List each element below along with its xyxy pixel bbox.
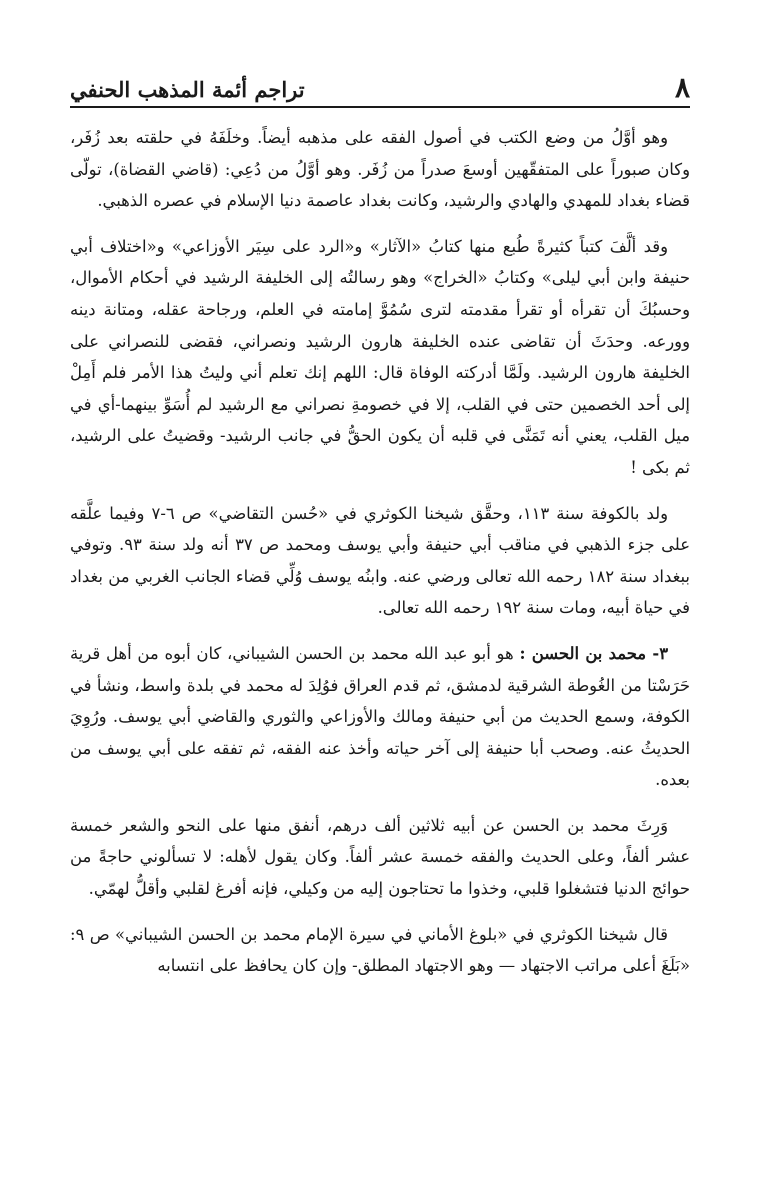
paragraph-3 xyxy=(70,498,690,624)
running-header xyxy=(70,62,690,106)
page-number: ٨ xyxy=(674,71,690,104)
paragraph-text: ولد بالكوفة سنة ١١٣، وحقَّق شيخنا الكوثري في «حُسن التقاضي» ص ٦-٧ وفيما علَّقه على جزء الذهبي في مناقب أبي حنيفة وأبي يوسف ومحمد ص ٣٧ أنه ولد سنة ٩٣. وتوفي ببغداد سنة ١٨٢ رحمه الله تعالى ورضي عنه. وابنُه يوسف وُلِّي قضاء الجانب الغربي من بغداد في حياة أبيه، ومات سنة ١٩٢ رحمه الله تعالى. xyxy=(70,503,690,618)
paragraph-6 xyxy=(70,919,690,982)
paragraph-text: وقد ألَّفَ كتباً كثيرةً طُبع منها كتابُ «الآثار» و«الرد على سِيَر الأوزاعي» و«اختلاف أبي حنيفة وابن أبي ليلى» وكتابُ «الخراج» وهو رسالتُه إلى الخليفة الرشيد في أحكام الأموال، وحسبُكَ أن تقرأه أو تقرأ مقدمته لترى سُمُوَّ إمامته في العلم، ورجاحة عقله، ومتانة دينه وورعه. وحدَثَ أن تقاضى عنده الخليفة هارون الرشيد ونصراني، فقضى للنصراني على الخليفة هارون الرشيد. ولَمَّا أدركته الوفاة قال: اللهم إنك تعلم أني وليتُ هذا الأمر فلم أَمِلْ إلى أحد الخصمين حتى في القلب، إلا في خصومةِ نصراني مع الرشيد لم أُسَوِّ بينهما-أي في ميل القلب، يعني أنه تَمَنَّى في قلبه أن يكون الحقُّ في جانب الرشيد- وقضيتُ على الرشيد، ثم بكى ! xyxy=(70,236,690,477)
paragraph-4 xyxy=(70,638,690,796)
paragraph-1 xyxy=(70,122,690,217)
paragraph-text: وهو أوَّلُ من وضع الكتب في أصول الفقه على مذهبه أيضاً. وخلَفَهُ في حلقته بعد زُفَر، وكان صبوراً على المتفقّهين أوسعَ صدراً من زُفَر. وهو أوَّلُ من دُعِي: (قاضي القضاة)، تولّى قضاء بغداد للمهدي والهادي والرشيد، وكانت بغداد عاصمة دنيا الإسلام في عصره الذهبي. xyxy=(70,128,690,211)
paragraph-5 xyxy=(70,810,690,905)
paragraph-text: قال شيخنا الكوثري في «بلوغ الأماني في سيرة الإمام محمد بن الحسن الشيباني» ص ٩: «بَلَغَ أعلى مراتب الاجتهاد — وهو الاجتهاد المطلق- وإن كان يحافظ على انتسابه xyxy=(70,924,690,976)
section-heading: ٣- محمد بن الحسن : xyxy=(519,643,668,663)
paragraph-text: هو أبو عبد الله محمد بن الحسن الشيباني، كان أبوه من أهل قرية حَرَسْتا من الغُوطة الشرقية لدمشق، ثم قدم العراق فوُلِدَ له محمد في بلدة واسط، ونشأ في الكوفة، وسمع الحديث من أبي حنيفة ومالك والأوزاعي والثوري والقاضي أبي يوسف. ورُوِيَ الحديثُ عنه. وصحب أبا حنيفة إلى آخر حياته وأخذ عنه الفقه، ثم تفقه على أبي يوسف من بعده. xyxy=(70,643,690,790)
header-rule xyxy=(70,106,690,108)
page-body xyxy=(70,122,690,982)
running-title: تراجم أئمة المذهب الحنفي xyxy=(70,77,305,102)
paragraph-2 xyxy=(70,231,690,484)
paragraph-text: وَرِثَ محمد بن الحسن عن أبيه ثلاثين ألف درهم، أنفق منها على النحو والشعر خمسة عشر ألفاً، وعلى الحديث والفقه خمسة عشر ألفاً. وكان يقول لأهله: لا تسألوني حاجةً من حوائج الدنيا فتشغلوا قلبي، وخذوا ما تحتاجون إليه من وكيلي، فإنه أفرغ لقلبي وأقلُّ لهمّي. xyxy=(70,815,690,899)
